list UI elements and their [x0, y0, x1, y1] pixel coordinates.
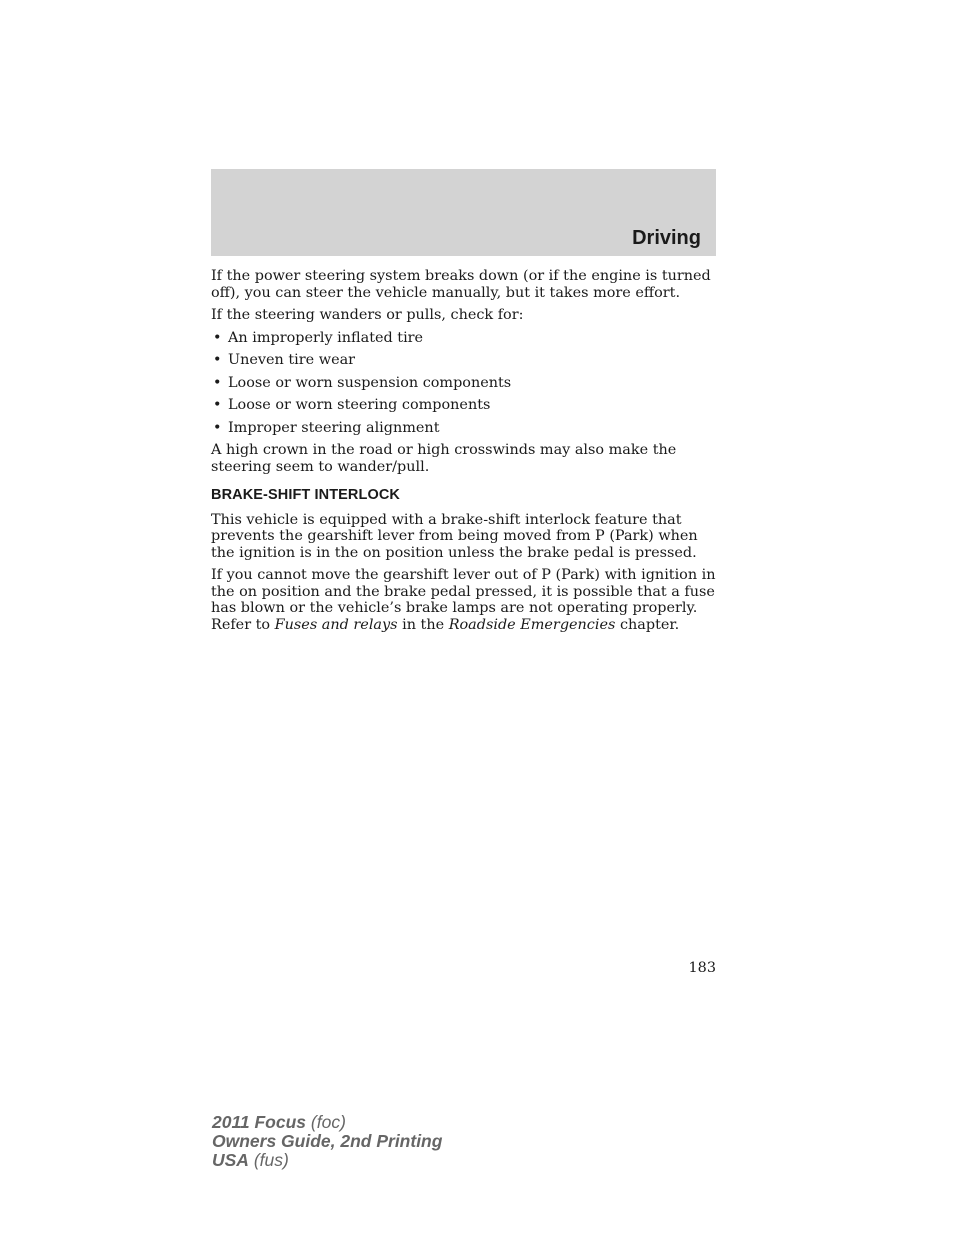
- footer-line-model: 2011 Focus (foc): [212, 1112, 346, 1132]
- crosswind-paragraph: A high crown in the road or high crosswinds may also make the steering seem to wander/pull.: [211, 442, 677, 475]
- fuse-paragraph: If you cannot move the gearshift lever out of P (Park) with ignition in the on position and the brake pedal pressed, it is possible that a fuse has blown or the vehicle’s brake lamps are not operating properly. Refer to Fuses and relays in the Roadside Emergencies chapter.: [211, 567, 716, 633]
- bullet-glyph: •: [213, 397, 222, 413]
- chapter-header-band: [211, 169, 716, 256]
- footer-line-guide: Owners Guide, 2nd Printing: [212, 1131, 443, 1151]
- list-item: • Loose or worn suspension components: [213, 374, 512, 391]
- bullet-glyph: •: [213, 419, 222, 436]
- steering-check-list: [211, 330, 717, 437]
- list-item: • Loose or worn steering components: [213, 397, 491, 413]
- section-title: Driving: [632, 227, 701, 249]
- brake-shift-heading: BRAKE-SHIFT INTERLOCK: [211, 487, 400, 503]
- bullet-glyph: •: [213, 374, 222, 391]
- steering-check-intro: If the steering wanders or pulls, check for:: [211, 307, 524, 323]
- bullet-glyph: •: [213, 329, 222, 346]
- footer-imprint: [212, 1113, 442, 1170]
- page-content: [211, 268, 717, 639]
- power-steering-paragraph: If the power steering system breaks down (or if the engine is turned off), you can steer the vehicle manually, but it takes more effort.: [211, 268, 711, 301]
- interlock-paragraph: This vehicle is equipped with a brake-shift interlock feature that prevents the gearshift lever from being moved from P (Park) when the ignition is in the on position unless the brake pedal is pressed.: [211, 511, 698, 561]
- page-number: 183: [688, 960, 716, 976]
- roadside-reference: Roadside Emergencies: [448, 616, 616, 633]
- list-item: • An improperly inflated tire: [213, 329, 424, 346]
- list-item: • Improper steering alignment: [213, 419, 440, 436]
- fuses-reference: Fuses and relays: [274, 616, 398, 633]
- bullet-glyph: •: [213, 352, 222, 368]
- list-item: • Uneven tire wear: [213, 352, 356, 368]
- footer-line-market: USA (fus): [212, 1150, 289, 1170]
